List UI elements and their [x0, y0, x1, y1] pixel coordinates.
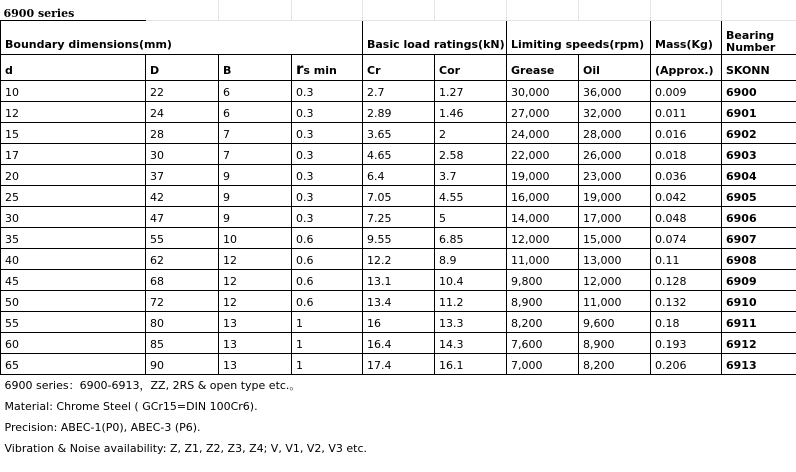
- cell-cor: 5: [435, 206, 507, 227]
- cell-B: 6: [219, 101, 292, 122]
- subheader-row: [1, 54, 796, 80]
- note-row: [1, 437, 796, 458]
- table-row: [1, 227, 796, 248]
- header-load: Basic load ratings(kN): [363, 20, 507, 54]
- cell-oil: 11,000: [579, 290, 651, 311]
- cell-mass: 0.193: [651, 332, 722, 353]
- cell-B: 9: [219, 206, 292, 227]
- cell-oil: 12,000: [579, 269, 651, 290]
- sub-B: B: [219, 54, 292, 80]
- cell-grease: 22,000: [507, 143, 579, 164]
- cell-d: 35: [1, 227, 146, 248]
- cell-cor: 4.55: [435, 185, 507, 206]
- header-bearing-line1: Bearing: [726, 28, 775, 42]
- cell-oil: 13,000: [579, 248, 651, 269]
- sub-rs-rest: s min: [303, 63, 337, 77]
- sub-cor: Cor: [435, 54, 507, 80]
- cell-D: 80: [146, 311, 219, 332]
- cell-rs: 0.3: [292, 101, 363, 122]
- cell-B: 13: [219, 353, 292, 374]
- sub-grease: Grease: [507, 54, 579, 80]
- cell-cr: 16.4: [363, 332, 435, 353]
- cell-oil: 19,000: [579, 185, 651, 206]
- note-text: Material: Chrome Steel ( GCr15=DIN 100Cr6).: [4, 400, 258, 413]
- cell-rs: 0.3: [292, 206, 363, 227]
- cell-B: 6: [219, 80, 292, 101]
- title-row: [1, 0, 796, 20]
- cell-rs: 1: [292, 332, 363, 353]
- cell-cor: 2.58: [435, 143, 507, 164]
- cell-bearing: 6907: [722, 227, 796, 248]
- cell-B: 13: [219, 332, 292, 353]
- cell-oil: 32,000: [579, 101, 651, 122]
- cell-bearing: 6903: [722, 143, 796, 164]
- cell-cr: 2.89: [363, 101, 435, 122]
- cell-D: 62: [146, 248, 219, 269]
- cell-d: 40: [1, 248, 146, 269]
- cell-oil: 17,000: [579, 206, 651, 227]
- cell-cor: 11.2: [435, 290, 507, 311]
- cell-grease: 11,000: [507, 248, 579, 269]
- cell-cor: 16.1: [435, 353, 507, 374]
- header-bearing-line2: Number: [726, 40, 776, 54]
- cell-grease: 30,000: [507, 80, 579, 101]
- cell-D: 28: [146, 122, 219, 143]
- cell-bearing: 6905: [722, 185, 796, 206]
- cell-d: 65: [1, 353, 146, 374]
- cell-d: 12: [1, 101, 146, 122]
- cell-rs: 0.6: [292, 248, 363, 269]
- cell-rs: 0.3: [292, 80, 363, 101]
- sub-D: D: [146, 54, 219, 80]
- table-row: [1, 311, 796, 332]
- cell-cor: 10.4: [435, 269, 507, 290]
- cell-rs: 0.3: [292, 122, 363, 143]
- table-row: [1, 206, 796, 227]
- cell-cr: 12.2: [363, 248, 435, 269]
- note-text: Vibration & Noise availability: Z, Z1, Z2, Z3, Z4; V, V1, V2, V3 etc.: [4, 442, 368, 455]
- cell-cr: 13.1: [363, 269, 435, 290]
- table-row: [1, 122, 796, 143]
- cell-cr: 6.4: [363, 164, 435, 185]
- cell-bearing: 6913: [722, 353, 796, 374]
- cell-oil: 28,000: [579, 122, 651, 143]
- cell-rs: 0.6: [292, 290, 363, 311]
- cell-mass: 0.074: [651, 227, 722, 248]
- cell-grease: 24,000: [507, 122, 579, 143]
- cell-B: 7: [219, 122, 292, 143]
- cell-mass: 0.128: [651, 269, 722, 290]
- cell-cor: 1.27: [435, 80, 507, 101]
- cell-grease: 12,000: [507, 227, 579, 248]
- cell-D: 42: [146, 185, 219, 206]
- cell-rs: 0.6: [292, 227, 363, 248]
- cell-grease: 7,000: [507, 353, 579, 374]
- cell-oil: 26,000: [579, 143, 651, 164]
- sub-bearing: SKONN: [722, 54, 796, 80]
- cell-cr: 9.55: [363, 227, 435, 248]
- cell-D: 37: [146, 164, 219, 185]
- cell-mass: 0.011: [651, 101, 722, 122]
- cell-B: 7: [219, 143, 292, 164]
- cell-d: 10: [1, 80, 146, 101]
- table-row: [1, 185, 796, 206]
- cell-bearing: 6908: [722, 248, 796, 269]
- table-row: [1, 332, 796, 353]
- note-row: [1, 395, 796, 416]
- cell-rs: 0.3: [292, 164, 363, 185]
- cell-rs: 1: [292, 311, 363, 332]
- cell-mass: 0.009: [651, 80, 722, 101]
- cell-bearing: 6909: [722, 269, 796, 290]
- cell-bearing: 6912: [722, 332, 796, 353]
- cell-cr: 7.25: [363, 206, 435, 227]
- cell-d: 60: [1, 332, 146, 353]
- cell-oil: 15,000: [579, 227, 651, 248]
- cell-cr: 7.05: [363, 185, 435, 206]
- cell-d: 45: [1, 269, 146, 290]
- header-bearing: [722, 20, 796, 54]
- cell-oil: 23,000: [579, 164, 651, 185]
- cell-rs: 1: [292, 353, 363, 374]
- table-row: [1, 101, 796, 122]
- cell-mass: 0.036: [651, 164, 722, 185]
- cell-d: 20: [1, 164, 146, 185]
- table-row: [1, 269, 796, 290]
- cell-bearing: 6902: [722, 122, 796, 143]
- cell-d: 25: [1, 185, 146, 206]
- cell-mass: 0.18: [651, 311, 722, 332]
- sub-mass: (Approx.): [651, 54, 722, 80]
- cell-cr: 13.4: [363, 290, 435, 311]
- cell-mass: 0.132: [651, 290, 722, 311]
- cell-mass: 0.206: [651, 353, 722, 374]
- cell-d: 17: [1, 143, 146, 164]
- cell-d: 50: [1, 290, 146, 311]
- cell-B: 12: [219, 248, 292, 269]
- sub-rs-letter: r: [296, 59, 304, 78]
- cell-B: 13: [219, 311, 292, 332]
- series-title: 6900 series: [3, 6, 75, 20]
- cell-B: 10: [219, 227, 292, 248]
- cell-oil: 8,200: [579, 353, 651, 374]
- note-row: [1, 416, 796, 437]
- cell-bearing: 6900: [722, 80, 796, 101]
- cell-oil: 9,600: [579, 311, 651, 332]
- note-text: Precision: ABEC-1(P0), ABEC-3 (P6).: [4, 421, 201, 434]
- cell-grease: 8,900: [507, 290, 579, 311]
- header-mass: Mass(Kg): [651, 20, 722, 54]
- cell-bearing: 6906: [722, 206, 796, 227]
- cell-D: 22: [146, 80, 219, 101]
- cell-mass: 0.11: [651, 248, 722, 269]
- cell-grease: 9,800: [507, 269, 579, 290]
- cell-cor: 2: [435, 122, 507, 143]
- cell-cor: 1.46: [435, 101, 507, 122]
- cell-cor: 8.9: [435, 248, 507, 269]
- cell-D: 90: [146, 353, 219, 374]
- cell-D: 55: [146, 227, 219, 248]
- note-text: 6900 series：6900-6913，ZZ, 2RS & open type etc.。: [4, 379, 301, 392]
- cell-B: 9: [219, 185, 292, 206]
- cell-B: 12: [219, 290, 292, 311]
- cell-D: 24: [146, 101, 219, 122]
- cell-D: 72: [146, 290, 219, 311]
- sub-rs: [292, 54, 363, 80]
- cell-grease: 7,600: [507, 332, 579, 353]
- cell-cor: 6.85: [435, 227, 507, 248]
- cell-bearing: 6910: [722, 290, 796, 311]
- cell-mass: 0.048: [651, 206, 722, 227]
- cell-grease: 19,000: [507, 164, 579, 185]
- cell-cor: 3.7: [435, 164, 507, 185]
- note-row: [1, 374, 796, 395]
- table-row: [1, 80, 796, 101]
- cell-grease: 14,000: [507, 206, 579, 227]
- cell-cr: 17.4: [363, 353, 435, 374]
- table-row: [1, 164, 796, 185]
- cell-D: 85: [146, 332, 219, 353]
- cell-rs: 0.3: [292, 185, 363, 206]
- cell-cr: 3.65: [363, 122, 435, 143]
- cell-d: 30: [1, 206, 146, 227]
- cell-B: 9: [219, 164, 292, 185]
- table-row: [1, 290, 796, 311]
- cell-grease: 27,000: [507, 101, 579, 122]
- cell-D: 47: [146, 206, 219, 227]
- table-row: [1, 353, 796, 374]
- cell-d: 15: [1, 122, 146, 143]
- cell-cr: 16: [363, 311, 435, 332]
- cell-B: 12: [219, 269, 292, 290]
- cell-mass: 0.042: [651, 185, 722, 206]
- cell-cor: 13.3: [435, 311, 507, 332]
- cell-D: 30: [146, 143, 219, 164]
- sub-cr: Cr: [363, 54, 435, 80]
- table-row: [1, 248, 796, 269]
- cell-mass: 0.018: [651, 143, 722, 164]
- cell-oil: 8,900: [579, 332, 651, 353]
- cell-grease: 16,000: [507, 185, 579, 206]
- header-speed: Limiting speeds(rpm): [507, 20, 651, 54]
- cell-bearing: 6904: [722, 164, 796, 185]
- cell-grease: 8,200: [507, 311, 579, 332]
- sub-d: d: [1, 54, 146, 80]
- cell-mass: 0.016: [651, 122, 722, 143]
- cell-bearing: 6911: [722, 311, 796, 332]
- header-row: [1, 20, 796, 54]
- header-boundary: Boundary dimensions(mm): [1, 20, 363, 54]
- cell-rs: 0.3: [292, 143, 363, 164]
- cell-cr: 4.65: [363, 143, 435, 164]
- sub-oil: Oil: [579, 54, 651, 80]
- cell-bearing: 6901: [722, 101, 796, 122]
- cell-D: 68: [146, 269, 219, 290]
- cell-rs: 0.6: [292, 269, 363, 290]
- cell-cor: 14.3: [435, 332, 507, 353]
- cell-cr: 2.7: [363, 80, 435, 101]
- cell-oil: 36,000: [579, 80, 651, 101]
- cell-d: 55: [1, 311, 146, 332]
- table-row: [1, 143, 796, 164]
